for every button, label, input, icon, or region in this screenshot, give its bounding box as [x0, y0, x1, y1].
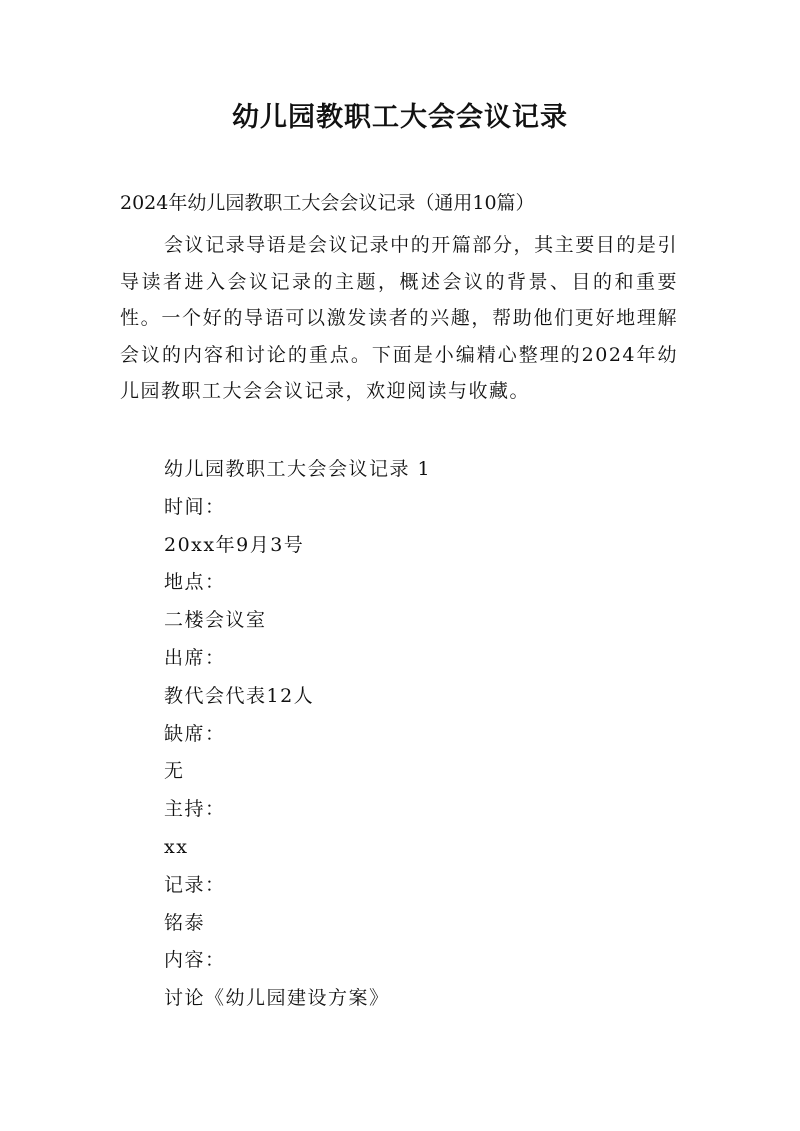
host-value: xx	[164, 835, 189, 858]
record-heading: 幼儿园教职工大会会议记录 1	[164, 458, 432, 480]
attend-value: 教代会代表12人	[164, 684, 315, 707]
document-title: 幼儿园教职工大会会议记录	[232, 102, 568, 133]
content-value: 讨论《幼儿园建设方案》	[164, 987, 390, 1010]
document-subtitle: 2024年幼儿园教职工大会会议记录（通用10篇）	[120, 192, 535, 214]
intro-paragraph: 会议记录导语是会议记录中的开篇部分，其主要目的是引导读者进入会议记录的主题，概述会议的背景、目的和重要性。一个好的导语可以激发读者的兴趣，帮助他们更好地理解会议的内容和讨论的重点。下面是小编精心整理的2024年幼儿园教职工大会会议记录，欢迎阅读与收藏。	[120, 234, 678, 402]
content-label: 内容：	[164, 949, 226, 972]
host-label: 主持：	[164, 798, 226, 821]
recorder-label: 记录：	[164, 873, 226, 896]
recorder-value: 铭泰	[164, 911, 206, 934]
attend-label: 出席：	[164, 646, 226, 669]
meeting-record	[164, 454, 684, 1021]
time-value: 20xx年9月3号	[164, 533, 305, 556]
time-label: 时间：	[164, 495, 226, 518]
place-label: 地点：	[164, 571, 226, 594]
place-value: 二楼会议室	[164, 609, 267, 632]
absent-value: 无	[164, 760, 185, 783]
absent-label: 缺席：	[164, 722, 226, 745]
